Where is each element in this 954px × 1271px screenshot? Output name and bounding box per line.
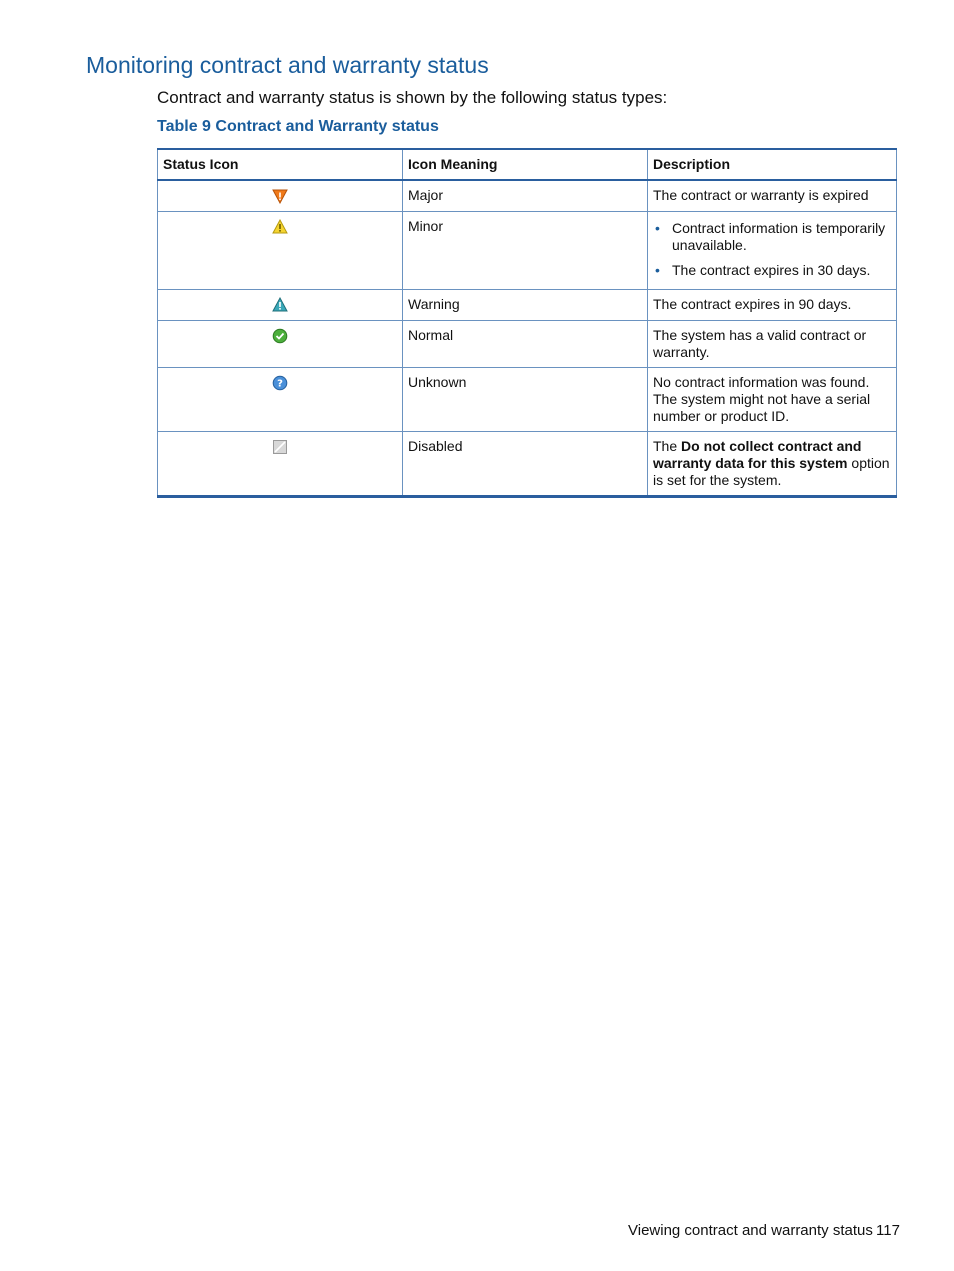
option-name: Do not collect contract and warranty data for this system bbox=[653, 438, 862, 471]
description-cell: No contract information was found. The system might not have a serial number or product ID. bbox=[648, 368, 897, 432]
disabled-icon bbox=[272, 439, 288, 455]
description-text: option is set for the system. bbox=[653, 455, 890, 488]
warning-icon bbox=[272, 297, 288, 313]
icon-meaning-cell: Minor bbox=[403, 212, 648, 290]
description-cell: The contract or warranty is expired bbox=[648, 180, 897, 212]
svg-text:?: ? bbox=[277, 378, 283, 390]
table-caption: Table 9 Contract and Warranty status bbox=[157, 118, 439, 135]
icon-meaning-cell: Major bbox=[403, 180, 648, 212]
icon-meaning-cell: Unknown bbox=[403, 368, 648, 432]
page-title: Monitoring contract and warranty status bbox=[86, 52, 489, 78]
description-cell bbox=[648, 212, 897, 290]
list-item: • Contract information is temporarily unavailable. bbox=[667, 220, 891, 254]
description-text: The bbox=[653, 438, 682, 454]
icon-meaning-cell: Disabled bbox=[403, 432, 648, 497]
normal-icon bbox=[272, 328, 288, 344]
intro-text: Contract and warranty status is shown by the following status types: bbox=[157, 88, 668, 107]
table-row bbox=[158, 290, 897, 321]
column-header-status-icon: Status Icon bbox=[158, 149, 403, 180]
table-header-row bbox=[158, 149, 897, 180]
table-row bbox=[158, 368, 897, 432]
table-row bbox=[158, 180, 897, 212]
page-number: 117 bbox=[876, 1222, 900, 1239]
unknown-icon bbox=[272, 375, 288, 391]
column-header-icon-meaning: Icon Meaning bbox=[403, 149, 648, 180]
description-cell bbox=[648, 432, 897, 497]
status-table bbox=[157, 148, 897, 498]
major-icon bbox=[272, 188, 288, 204]
footer-section-title: Viewing contract and warranty status bbox=[628, 1222, 873, 1239]
column-header-description: Description bbox=[648, 149, 897, 180]
description-cell: The system has a valid contract or warranty. bbox=[648, 321, 897, 368]
table-row bbox=[158, 212, 897, 290]
description-bullet-list bbox=[653, 220, 891, 279]
list-item: • The contract expires in 30 days. bbox=[667, 262, 891, 279]
icon-meaning-cell: Normal bbox=[403, 321, 648, 368]
table-row bbox=[158, 321, 897, 368]
description-cell: The contract expires in 90 days. bbox=[648, 290, 897, 321]
minor-icon bbox=[272, 219, 288, 235]
icon-meaning-cell: Warning bbox=[403, 290, 648, 321]
table-row bbox=[158, 432, 897, 497]
